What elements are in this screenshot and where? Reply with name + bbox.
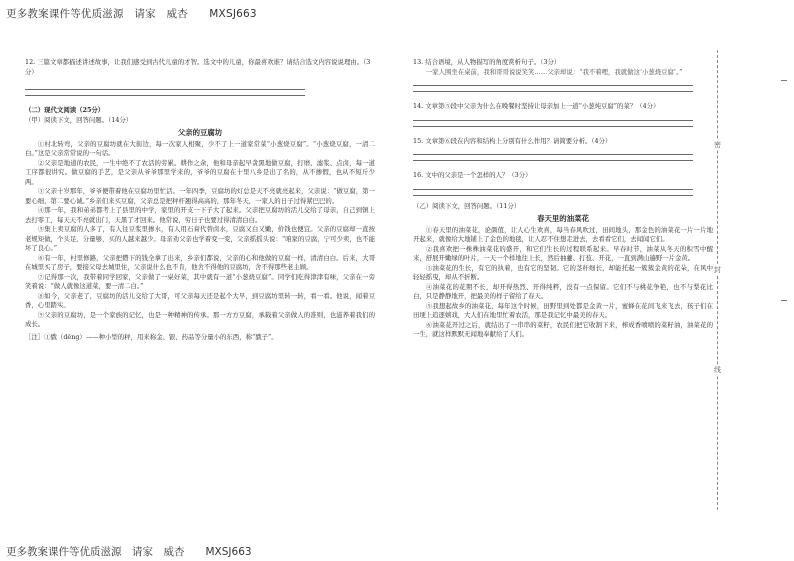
paragraph: ④那一年，我和弟弟都考上了县里的中学，家里的开支一下子大了起来。父亲把豆腐坊的活儿交给了母亲，自己到镇上去打零工，每天天不亮就出门，天黑了才回来。他常说，穷日子也要过得清清白白。 <box>25 206 375 224</box>
paragraph: ④油菜花的花期不长，却开得热烈、开得纯粹，没有一点保留。它们不与桃花争艳，也不与梨花比白，只是静静地开，把最美的样子留给了春天。 <box>413 282 713 300</box>
binding-char: 密 <box>714 141 721 149</box>
question-16: 16. 文中的父亲是一个怎样的人？（3分） <box>413 171 532 179</box>
paragraph: ②父亲是地道的农民，一生中绝不了农活的劳累。耕作之余，他和母亲起早贪黑地做豆腐，打磨、滤浆、点卤，每一道工序都很讲究。做豆腐的手艺，是父亲从爷爷那里学来的，爷爷的豆腐在十里八乡是出了名的，从不掺假，也从不短斤少两。 <box>25 158 375 186</box>
answer-line[interactable] <box>413 189 693 190</box>
paragraph: ⑧如今，父亲老了，豆腐坊的活儿交给了大哥，可父亲每天还是起个大早，到豆腐坊里转一转，看一看。他说，闻着豆香，心里踏实。 <box>25 291 375 309</box>
paragraph: ③父亲十岁那年，爷爷便带着他在豆腐坊里忙活。一年四季，豆腐坊的灯总是天不亮就亮起来，父亲说：“做豆腐，第一要心细，第二要心诚。”乡亲们来买豆腐，父亲总是把秤杆翘得高高的，那年冬天，一家人的日子过得紧巴巴的。 <box>25 187 375 205</box>
paragraph: ⑥油菜花开过之后，就结出了一串串的菜籽，农民们把它收割下来，榨成香喷喷的菜籽油，油菜花的一生，就这样默默无闻地奉献给了人们。 <box>413 320 713 338</box>
answer-line[interactable] <box>413 120 693 121</box>
page-footer: 更多教案课件等优质滋源 请家 威杏 MXSJ663 <box>6 546 252 558</box>
answer-line[interactable] <box>25 89 305 90</box>
right-column <box>413 58 713 340</box>
paragraph: ⑦记得那一次，我带着同学回家，父亲做了一桌好菜，其中就有一道“小葱烧豆腐”。同学们吃得津津有味，父亲在一旁笑着说：“做人就像这道菜，要一清二白。” <box>25 272 375 290</box>
margin-mark <box>781 300 787 301</box>
paragraph: ①村北转弯，父亲的豆腐坊就在大街边，每一次家人相聚，少不了上一道家常菜“小葱烧豆腐”。“小葱烧豆腐，一清二白。”这是父亲常常说的一句话。 <box>25 139 375 157</box>
question-12: 12. 三篇文章都描述讲述故事，让我们感受到古代儿童的才智。选文中的儿童，你最喜欢谁？请结合选文内容说说理由。（3分） <box>25 58 371 76</box>
paragraph: ③油菜花的生长，有它的执着，也有它的坚韧。它的茎秆细长，却能托起一簇簇金黄的花朵，在风中轻轻摇曳，却从不折断。 <box>413 263 713 281</box>
paragraph: ①春天里的油菜花，论颜值，让人心生欢喜，每当春风吹过，田间地头，那金色的油菜花一片一片地开起来，就像给大地铺上了金色的地毯，让人忍不住想走进去，去看看它们，去闻闻它们。 <box>413 225 713 243</box>
question-14: 14. 文章第⑤段中父亲为什么在晚餐时坚持让母亲加上一道“小葱炖豆腐”的菜？（4分） <box>413 102 660 110</box>
binding-line <box>717 50 719 510</box>
binding-char: 线 <box>714 366 721 374</box>
article-title: 父亲的豆腐坊 <box>177 128 223 137</box>
answer-line[interactable] <box>413 85 693 86</box>
question-13-quote: 一家人围坐在桌前，我和哥哥说说笑笑……父亲却说：“我不着哩，我就做这‘小葱烧豆腐’。” <box>425 67 683 76</box>
article-title: 春天里的油菜花 <box>537 214 589 223</box>
page-header: 更多教案课件等优质滋源 请家 威杏 MXSJ663 <box>6 8 257 20</box>
paragraph: ⑤集上卖豆腐的人多了，有人往豆浆里掺水，有人用石膏代替卤水，豆腐又白又嫩，价钱也便宜。父亲的豆腐却一直按老规矩做，个头足、分量够，买的人越来越少。母亲劝父亲也学着变一变，父亲摇摇头说：“咱家的豆腐，宁可少卖，也不能坏了良心。” <box>25 225 375 252</box>
footnote: ［注］①戥（děng）——种小型的秤，用来称金、银、药品等分量小的东西，称“戥子”。 <box>25 332 278 341</box>
left-column <box>25 58 375 342</box>
margin-mark <box>781 80 787 81</box>
paragraph: ⑨父亲的豆腐坊，是一个家族的记忆，也是一种精神的传承。那一方方豆腐，承载着父亲做人的准则，也滋养着我们的成长。 <box>25 310 375 328</box>
answer-line[interactable] <box>413 154 693 155</box>
paragraph: ②我喜欢把一株株油菜花的盛开，和它们生长的过程联系起来。早春时节，油菜从冬天的积雪中醒来，舒展开嫩绿的叶片，一天一个样地往上长，然后抽薹、打苞、开花，一直到满山遍野一片金黄。 <box>413 244 713 262</box>
binding-char: 封 <box>714 266 721 274</box>
question-15: 15. 文章第⑥段在内容和结构上分别有什么作用？请简要分析。（4分） <box>413 136 612 145</box>
section-b-heading: （乙）阅读下文，回答问题。（11分） <box>413 201 521 210</box>
question-13: 13. 结合语境，从人物描写的角度赏析句子。（3分） <box>413 58 561 66</box>
section-a-heading: （甲）阅读下文，回答问题。（14分） <box>25 115 133 124</box>
answer-line[interactable] <box>25 95 305 96</box>
section-heading: （二）现代文阅读（25分） <box>25 106 105 114</box>
paragraph: ⑥有一年，村里修路，父亲把攒下的钱全拿了出来，乡亲们都说，父亲的心和他做的豆腐一样，清清白白。后来，大哥在城里买了房子，要接父母去城里住，父亲说什么也不肯，他舍不得他的豆腐坊，舍不得那些老主顾。 <box>25 253 375 271</box>
paragraph: ⑤我想起故乡的油菜花，每年这个时候，田野里到处都是金黄一片，蜜蜂在花间飞来飞去，孩子们在田埂上追逐嬉戏，大人们在地里忙着农活，那是我记忆中最美的春天。 <box>413 301 713 319</box>
